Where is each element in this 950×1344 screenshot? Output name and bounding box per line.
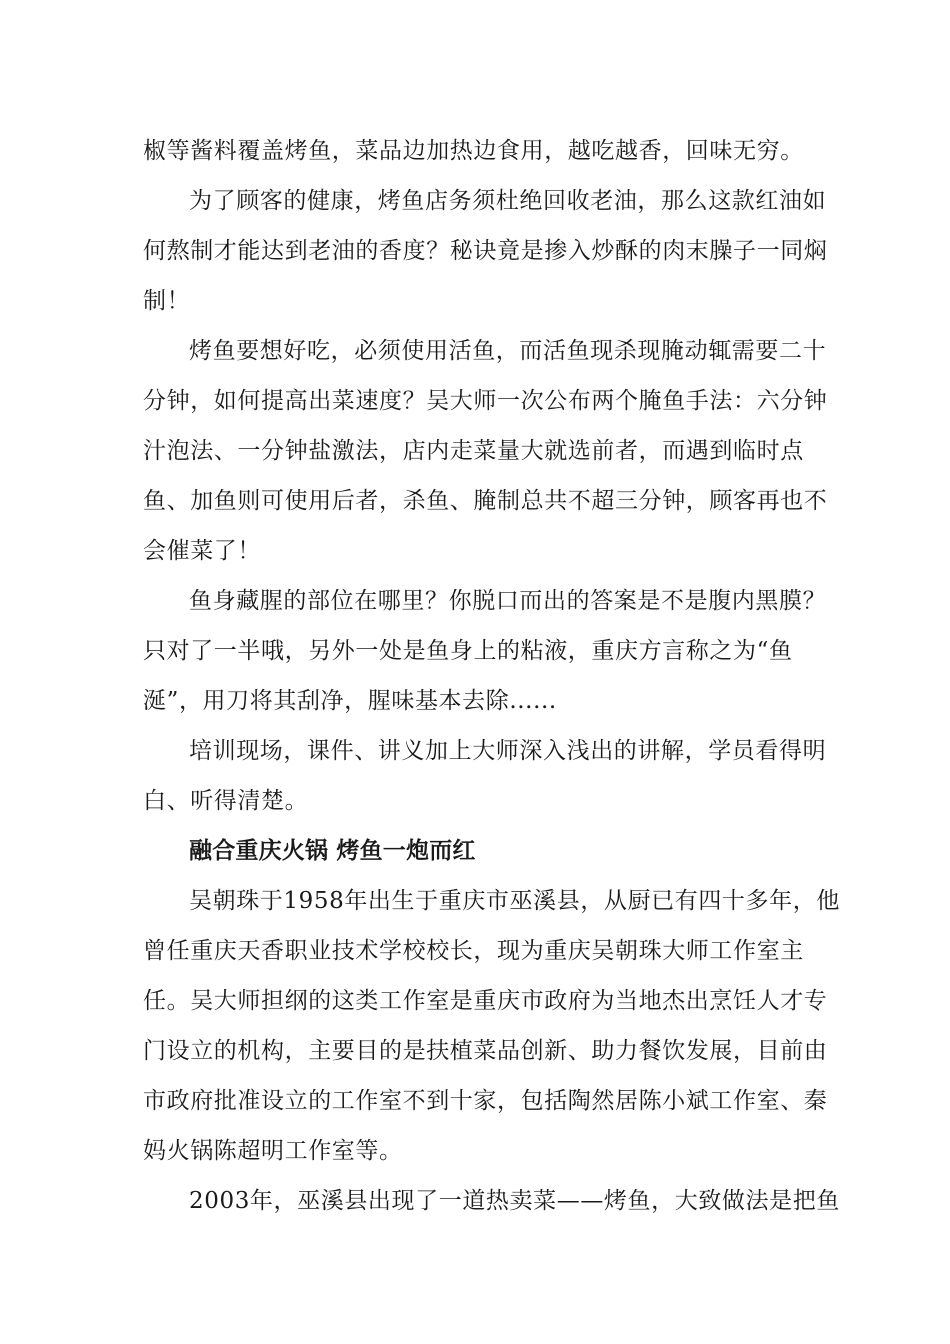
text-line: 白、听得清楚。 [143, 788, 309, 814]
text-line: 只对了一半哦，另外一处是鱼身上的粘液，重庆方言称之为“鱼 [143, 638, 793, 664]
paragraph-first-line: 鱼身藏腥的部位在哪里？你脱口而出的答案是不是腹内黑膜？ [189, 588, 827, 614]
paragraph-first-line: 2003年，巫溪县出现了一道热卖菜——烤鱼，大致做法是把鱼 [189, 1188, 840, 1214]
paragraph-first-line: 培训现场，课件、讲义加上大师深入浅出的讲解，学员看得明 [189, 738, 827, 764]
section-heading: 融合重庆火锅 烤鱼一炮而红 [189, 838, 476, 864]
paragraph-first-line: 烤鱼要想好吃，必须使用活鱼，而活鱼现杀现腌动辄需要二十 [189, 338, 827, 364]
text-line: 曾任重庆天香职业技术学校校长，现为重庆吴朝珠大师工作室主 [143, 938, 804, 964]
text-line: 会催菜了！ [143, 538, 261, 564]
text-line: 椒等酱料覆盖烤鱼，菜品边加热边食用，越吃越香，回味无穷。 [143, 138, 804, 164]
text-line: 分钟，如何提高出菜速度？吴大师一次公布两个腌鱼手法：六分钟 [143, 388, 828, 414]
text-line: 制！ [143, 288, 191, 314]
text-line: 鱼、加鱼则可使用后者，杀鱼、腌制总共不超三分钟，顾客再也不 [143, 488, 828, 514]
text-line: 市政府批准设立的工作室不到十家，包括陶然居陈小斌工作室、秦 [143, 1088, 828, 1114]
text-line: 门设立的机构，主要目的是扶植菜品创新、助力餐饮发展，目前由 [143, 1038, 828, 1064]
text-line: 任。吴大师担纲的这类工作室是重庆市政府为当地杰出烹饪人才专 [143, 988, 828, 1014]
text-line: 何熬制才能达到老油的香度？秘诀竟是掺入炒酥的肉末臊子一同焖 [143, 238, 828, 264]
text-line: 涎”，用刀将其刮净，腥味基本去除...... [143, 688, 557, 714]
text-line: 妈火锅陈超明工作室等。 [143, 1138, 403, 1164]
paragraph-first-line: 吴朝珠于1958年出生于重庆市巫溪县，从厨已有四十多年，他 [189, 888, 840, 914]
paragraph-first-line: 为了顾客的健康，烤鱼店务须杜绝回收老油，那么这款红油如 [189, 188, 827, 214]
text-line: 汁泡法、一分钟盐激法，店内走菜量大就选前者，而遇到临时点 [143, 438, 804, 464]
